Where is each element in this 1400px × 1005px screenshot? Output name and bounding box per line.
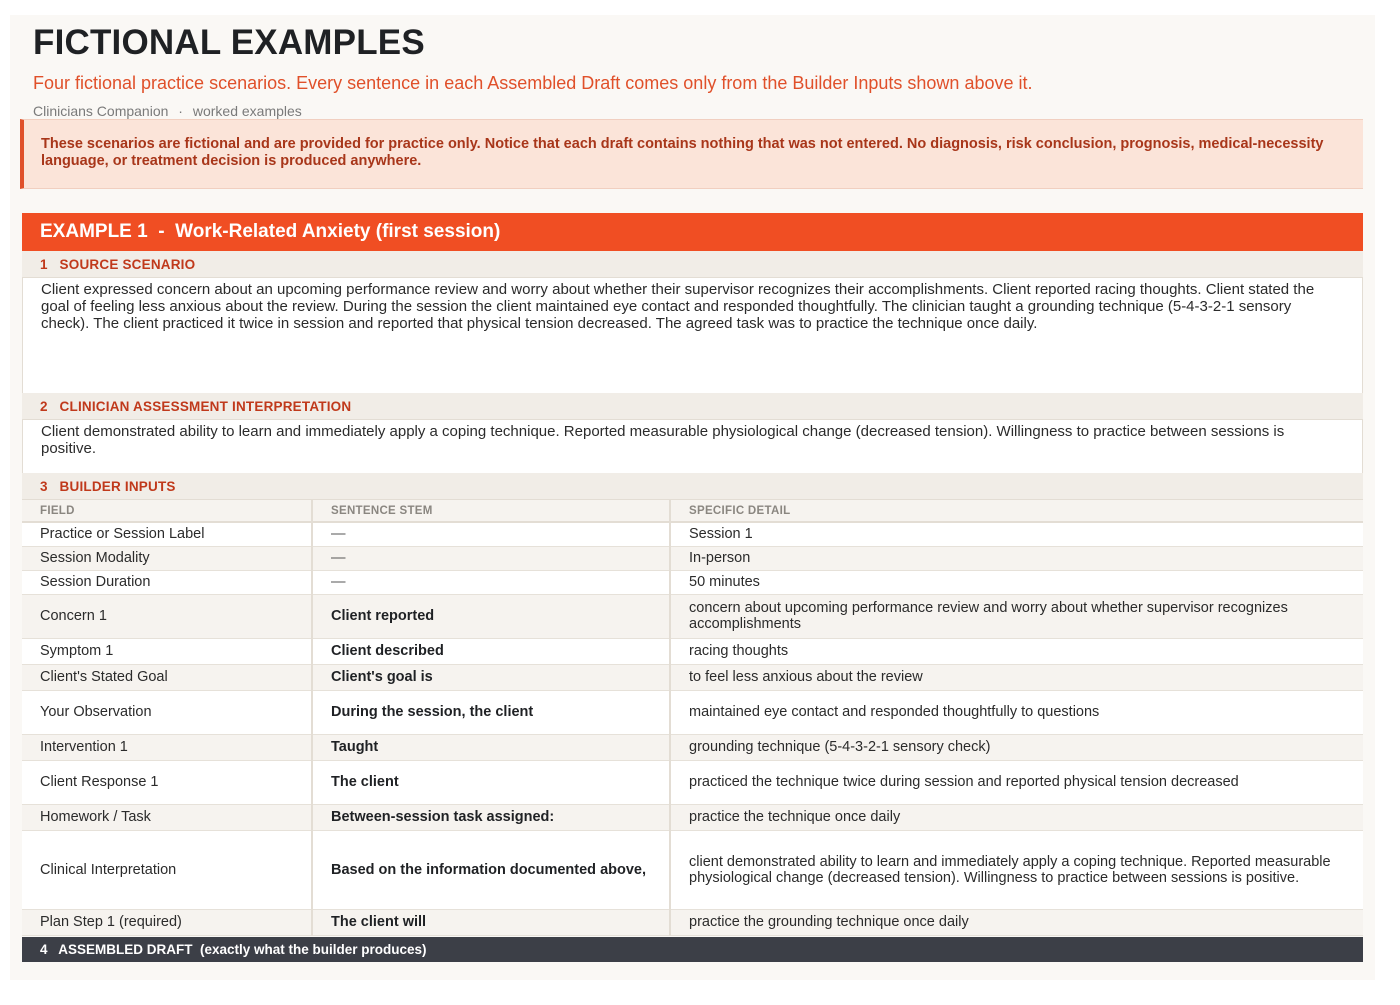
table-row [22, 594, 1363, 638]
field-cell: Session Modality [22, 546, 312, 570]
section-assessment-heading: 2 CLINICIAN ASSESSMENT INTERPRETATION [22, 393, 1363, 420]
detail-cell: grounding technique (5-4-3-2-1 sensory check) [670, 734, 1363, 760]
breadcrumb-app: Clinicians Companion [33, 103, 169, 119]
column-header-detail: SPECIFIC DETAIL [670, 500, 1363, 522]
detail-cell: client demonstrated ability to learn and immediately apply a coping technique. Reported measurable physiological change (decreased tension). Willingness to practice between sessions is positive. [670, 830, 1363, 909]
stem-cell: Client reported [312, 594, 670, 638]
builder-inputs-table [22, 500, 1363, 936]
column-header-stem: SENTENCE STEM [312, 500, 670, 522]
table-row [22, 734, 1363, 760]
stem-cell: Taught [312, 734, 670, 760]
field-cell: Practice or Session Label [22, 522, 312, 546]
table-row [22, 570, 1363, 594]
section-assembled-draft-heading: 4 ASSEMBLED DRAFT (exactly what the builder produces) [22, 937, 1363, 962]
breadcrumb-separator: · [178, 103, 183, 119]
stem-cell: — [312, 522, 670, 546]
table-row [22, 690, 1363, 734]
column-header-field: FIELD [22, 500, 312, 522]
stem-cell: The client will [312, 909, 670, 935]
table-row [22, 830, 1363, 909]
table-header-row [22, 500, 1363, 522]
stem-cell: — [312, 546, 670, 570]
detail-cell: practice the grounding technique once daily [670, 909, 1363, 935]
table-row [22, 909, 1363, 935]
table-row [22, 804, 1363, 830]
detail-cell: practice the technique once daily [670, 804, 1363, 830]
table-row [22, 664, 1363, 690]
detail-cell: In-person [670, 546, 1363, 570]
field-cell: Symptom 1 [22, 638, 312, 664]
stem-cell: Client described [312, 638, 670, 664]
stem-cell: During the session, the client [312, 690, 670, 734]
stem-cell: The client [312, 760, 670, 804]
table-row [22, 638, 1363, 664]
stem-cell: — [312, 570, 670, 594]
detail-cell: to feel less anxious about the review [670, 664, 1363, 690]
stem-cell: Client's goal is [312, 664, 670, 690]
detail-cell: practiced the technique twice during session and reported physical tension decreased [670, 760, 1363, 804]
field-cell: Your Observation [22, 690, 312, 734]
stem-cell: Based on the information documented above, [312, 830, 670, 909]
detail-cell: concern about upcoming performance review and worry about whether supervisor recognizes accomplishments [670, 594, 1363, 638]
field-cell: Homework / Task [22, 804, 312, 830]
detail-cell: 50 minutes [670, 570, 1363, 594]
disclaimer-notice: These scenarios are fictional and are provided for practice only. Notice that each draft contains nothing that was not entered. No diagnosis, risk conclusion, prognosis, medical-necessity language, or treatment decision is produced anywhere. [20, 119, 1363, 189]
table-row [22, 522, 1363, 546]
field-cell: Plan Step 1 (required) [22, 909, 312, 935]
field-cell: Session Duration [22, 570, 312, 594]
page-title: FICTIONAL EXAMPLES [33, 23, 425, 62]
detail-cell: racing thoughts [670, 638, 1363, 664]
section-builder-inputs-heading: 3 BUILDER INPUTS [22, 473, 1363, 500]
breadcrumb [33, 103, 302, 119]
section-source-scenario-body: Client expressed concern about an upcoming performance review and worry about whether their supervisor recognizes their accomplishments. Client reported racing thoughts. Client stated the goal of feeling less anxious about the review. During the session the client maintained eye contact and responded thoughtfully. The clinician taught a grounding technique (5-4-3-2-1 sensory check). The client practiced it twice in session and reported that physical tension decreased. The agreed task was to practice the technique once daily. [22, 278, 1363, 393]
section-source-scenario-heading: 1 SOURCE SCENARIO [22, 251, 1363, 278]
table-row [22, 546, 1363, 570]
detail-cell: Session 1 [670, 522, 1363, 546]
example-title-bar: EXAMPLE 1 - Work-Related Anxiety (first session) [22, 213, 1363, 251]
detail-cell: maintained eye contact and responded thoughtfully to questions [670, 690, 1363, 734]
field-cell: Concern 1 [22, 594, 312, 638]
field-cell: Client Response 1 [22, 760, 312, 804]
field-cell: Client's Stated Goal [22, 664, 312, 690]
field-cell: Clinical Interpretation [22, 830, 312, 909]
breadcrumb-page: worked examples [192, 103, 302, 119]
table-row [22, 760, 1363, 804]
page-subtitle: Four fictional practice scenarios. Every sentence in each Assembled Draft comes only from the Builder Inputs shown above it. [33, 73, 1033, 93]
stem-cell: Between-session task assigned: [312, 804, 670, 830]
section-assessment-body: Client demonstrated ability to learn and immediately apply a coping technique. Reported measurable physiological change (decreased tension). Willingness to practice between sessions is positive. [22, 420, 1363, 473]
field-cell: Intervention 1 [22, 734, 312, 760]
